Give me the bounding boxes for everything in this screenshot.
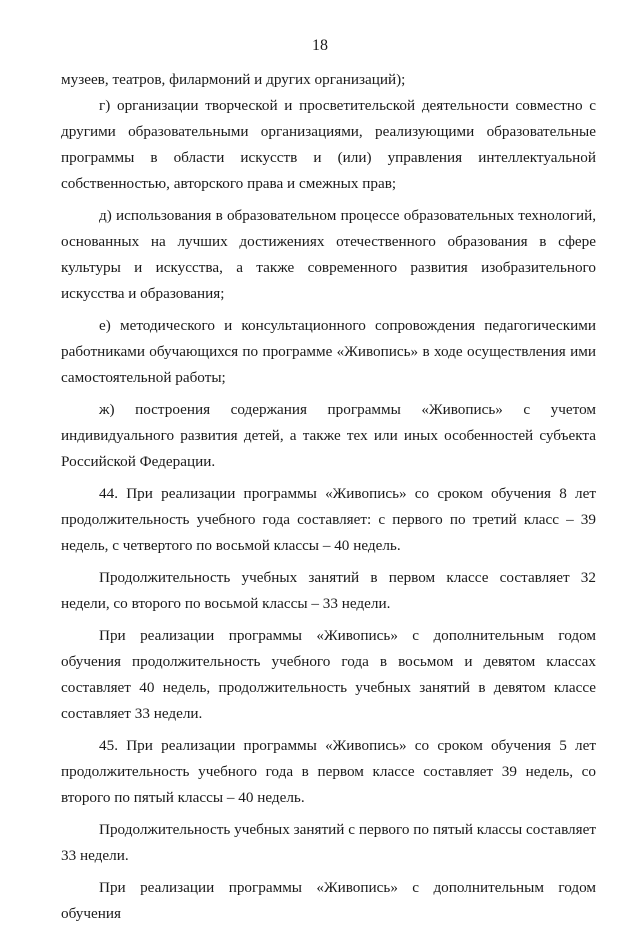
page-number: 18 (312, 37, 328, 54)
paragraph-45: 45. При реализации программы «Живопись» со сроком обучения 5 лет продолжительность учебного года в первом классе составляет 39 недель, со второго по пятый классы – 40 недель. (61, 737, 596, 806)
paragraph-duration-5-years: Продолжительность учебных занятий с первого по пятый классы составляет 33 недели. (61, 821, 596, 864)
paragraph-additional-year-5: При реализации программы «Живопись» с дополнительным годом обучения (61, 879, 596, 922)
paragraph-44: 44. При реализации программы «Живопись» со сроком обучения 8 лет продолжительность учебного года составляет: с первого по третий класс – 39 недель, с четвертого по восьмой классы – 40 недель. (61, 485, 596, 554)
paragraph-item-d: д) использования в образовательном процессе образовательных технологий, основанных на лучших достижениях отечественного образования в сфере культуры и искусства, а также современного развития изобразительного искусства и образования; (61, 207, 596, 302)
body-text (61, 67, 596, 927)
paragraph-continuation: музеев, театров, филармоний и других организаций); (61, 71, 406, 88)
paragraph-item-e: е) методического и консультационного сопровождения педагогическими работниками обучающихся по программе «Живопись» в ходе осуществления ими самостоятельной работы; (61, 317, 596, 386)
paragraph-duration-8-years: Продолжительность учебных занятий в первом классе составляет 32 недели, со второго по восьмой классы – 33 недели. (61, 569, 596, 612)
paragraph-additional-year-8: При реализации программы «Живопись» с дополнительным годом обучения продолжительность учебного года в восьмом и девятом классах составляет 40 недель, продолжительность учебных занятий в девятом классе составляет 33 недели. (61, 627, 596, 722)
paragraph-item-g: г) организации творческой и просветительской деятельности совместно с другими образовательными организациями, реализующими образовательные программы в области искусств и (или) управления интеллектуальной собственностью, авторского права и смежных прав; (61, 97, 596, 192)
paragraph-item-zh: ж) построения содержания программы «Живопись» с учетом индивидуального развития детей, а также тех или иных особенностей субъекта Российской Федерации. (61, 401, 596, 470)
